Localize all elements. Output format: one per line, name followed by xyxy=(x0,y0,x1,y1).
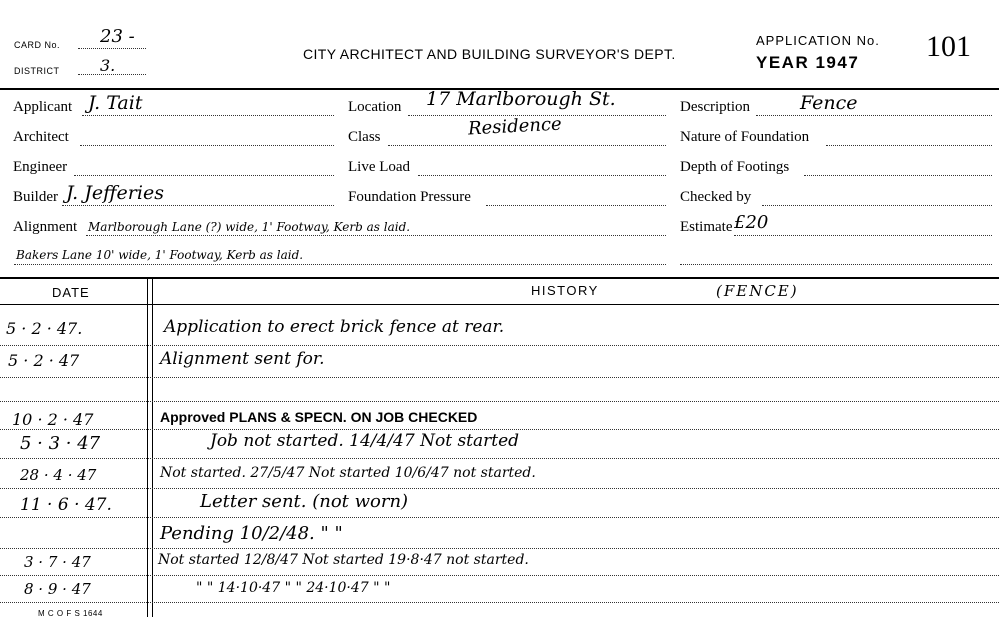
row-2-date: 5 · 2 · 47 xyxy=(8,351,80,370)
row-5-rule xyxy=(0,488,999,489)
row-1-entry: Application to erect brick fence at rear. xyxy=(164,317,505,337)
class-label: Class xyxy=(348,129,381,145)
card-no-line xyxy=(78,48,146,49)
depth-of-footings-line xyxy=(804,175,992,176)
application-label: APPLICATION No. xyxy=(756,33,880,48)
row-9-rule xyxy=(0,602,999,603)
row-4-entry: Job not started. 14/4/47 Not started xyxy=(210,431,520,451)
row-5-date: 28 · 4 · 47 xyxy=(20,466,97,484)
row-9-date: 8 · 9 · 47 xyxy=(24,580,91,598)
applicant-value: J. Tait xyxy=(88,92,143,114)
date-header: DATE xyxy=(52,285,90,300)
architect-line xyxy=(80,145,334,146)
row-1-date: 5 · 2 · 47. xyxy=(6,319,83,338)
district-label: DISTRICT xyxy=(14,66,60,76)
estimate-line xyxy=(734,235,992,236)
live-load-label: Live Load xyxy=(348,159,411,175)
alignment-value-2: Bakers Lane 10' wide, 1' Footway, Kerb as laid. xyxy=(16,248,304,262)
row-8-date: 3 · 7 · 47 xyxy=(24,553,91,571)
foundation-pressure-line xyxy=(486,205,666,206)
location-label: Location xyxy=(348,99,402,115)
depth-of-footings-label: Depth of Footings xyxy=(680,159,790,175)
location-value: 17 Marlborough St. xyxy=(426,88,616,110)
row-3-date: 10 · 2 · 47 xyxy=(12,410,94,429)
nature-of-foundation-line xyxy=(826,145,992,146)
row-5-entry: Not started. 27/5/47 Not started 10/6/47 not started. xyxy=(160,465,536,481)
card-no-label: CARD No. xyxy=(14,40,61,50)
row-8-entry: Not started 12/8/47 Not started 19·8·47 not started. xyxy=(158,552,529,568)
row-6-entry: Letter sent. (not worn) xyxy=(200,491,409,512)
extra-line xyxy=(680,264,992,265)
architect-label: Architect xyxy=(13,129,69,145)
nature-of-foundation-label: Nature of Foundation xyxy=(680,129,810,145)
row-9-entry: " " 14·10·47 " " 24·10·47 " " xyxy=(196,580,391,596)
checked-by-label: Checked by xyxy=(680,189,752,205)
description-label: Description xyxy=(680,99,750,115)
row-6-date: 11 · 6 · 47. xyxy=(20,495,112,515)
date-column-divider xyxy=(147,277,148,617)
row-4-date: 5 · 3 · 47 xyxy=(20,433,101,454)
engineer-line xyxy=(74,175,334,176)
department-title: CITY ARCHITECT AND BUILDING SURVEYOR'S DEPT. xyxy=(303,46,676,62)
table-header-rule xyxy=(0,304,999,305)
row-7-entry: Pending 10/2/48. " " xyxy=(160,523,343,544)
builder-label: Builder xyxy=(13,189,58,205)
alignment-value: Marlborough Lane (?) wide, 1' Footway, Kerb as laid. xyxy=(88,220,411,234)
alignment-line xyxy=(86,235,666,236)
class-value: Residence xyxy=(467,113,563,140)
blank-row-rule xyxy=(0,401,999,402)
row-6-rule xyxy=(0,517,999,518)
application-number: 101 xyxy=(926,30,971,63)
row-1-rule xyxy=(0,345,999,346)
class-line xyxy=(388,145,666,146)
form-code: M C O F S 1644 xyxy=(38,609,103,618)
row-2-entry: Alignment sent for. xyxy=(160,349,325,369)
estimate-value: £20 xyxy=(734,212,769,233)
applicant-line xyxy=(82,115,334,116)
estimate-label: Estimate xyxy=(680,219,733,235)
description-line xyxy=(756,115,992,116)
engineer-label: Engineer xyxy=(13,159,68,175)
alignment-label: Alignment xyxy=(13,219,78,235)
card-no-value: 23 - xyxy=(100,26,135,47)
foundation-pressure-label: Foundation Pressure xyxy=(348,189,471,205)
row-3-entry: Approved PLANS & SPECN. ON JOB CHECKED xyxy=(160,409,478,425)
date-column-divider-2 xyxy=(152,277,153,617)
row-2-rule xyxy=(0,377,999,378)
description-value: Fence xyxy=(800,92,858,114)
live-load-line xyxy=(418,175,666,176)
row-3-rule xyxy=(0,429,999,430)
history-header: HISTORY xyxy=(531,283,599,298)
row-4-rule xyxy=(0,458,999,459)
alignment-line-2 xyxy=(14,264,666,265)
year-label: YEAR 1947 xyxy=(756,53,860,72)
row-7-rule xyxy=(0,548,999,549)
table-top-rule xyxy=(0,277,999,279)
builder-line xyxy=(62,205,334,206)
history-note: (FENCE) xyxy=(716,282,799,300)
applicant-label: Applicant xyxy=(13,99,73,115)
builder-value: J. Jefferies xyxy=(66,182,164,204)
row-8-rule xyxy=(0,575,999,576)
district-value: 3. xyxy=(100,56,116,75)
district-line xyxy=(78,74,146,75)
checked-by-line xyxy=(762,205,992,206)
